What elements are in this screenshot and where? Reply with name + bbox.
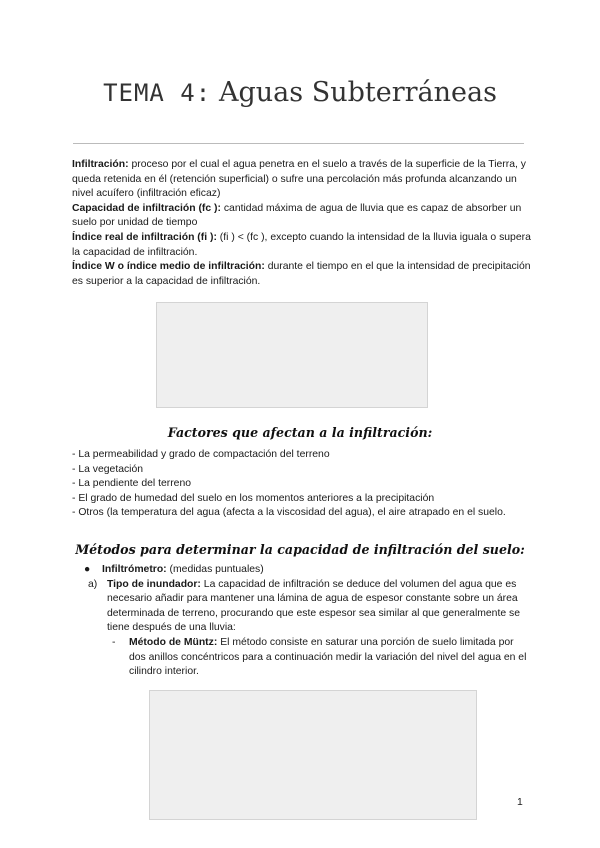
title-prefix: TEMA 4: <box>103 79 212 107</box>
methods-heading: Métodos para determinar la capacidad de infiltración del suelo: <box>75 542 525 557</box>
definition-indice-w <box>72 260 532 289</box>
page-title <box>0 76 600 108</box>
definition-infiltracion <box>72 158 532 202</box>
definition-term: Infiltración: <box>72 159 129 170</box>
list-item: - La pendiente del terreno <box>72 478 192 490</box>
dash-item-text: El método consiste en saturar una porción de suelo limitada por dos anillos concéntricos para a continuación medir la variación del nivel del agua en el cilindro interior. <box>129 636 527 678</box>
list-item: - El grado de humedad del suelo en los momentos anteriores a la precipitación <box>72 492 435 504</box>
definition-term: Índice W o índice medio de infiltración: <box>72 261 265 273</box>
methods-section <box>72 563 532 680</box>
definition-capacidad <box>72 202 532 231</box>
dash-item-term: Método de Müntz: <box>129 636 218 648</box>
factors-list <box>72 448 532 521</box>
image-placeholder-muntz <box>149 690 477 820</box>
dash-marker: - <box>112 636 116 648</box>
image-placeholder-infiltration <box>156 302 428 408</box>
list-item: - Otros (la temperatura del agua (afecta a la viscosidad del agua), el aire atrapado en el suelo. <box>72 507 506 519</box>
definition-text: proceso por el cual el agua penetra en el suelo a través de la superficie de la Tierra, y queda retenida en él (retención superficial) o sufre una percolación más profunda alcanzando un nivel acuífero (infiltración eficaz) <box>72 159 526 200</box>
sub-item-inundador <box>72 578 532 636</box>
definition-term: Índice real de infiltración (fi ): <box>72 231 217 243</box>
sub-item-text: La capacidad de infiltración se deduce del volumen del agua que es necesario añadir para mantener una lámina de agua de espesor constante sobre un área determinada de terreno, procurando que este espesor sea similar al que generalmente se tiene después de una lluvia: <box>107 578 520 634</box>
bullet-term: Infiltrómetro: <box>102 564 167 575</box>
list-item: - La vegetación <box>72 463 144 475</box>
sub-item-term: Tipo de inundador: <box>107 578 201 590</box>
definition-text: cantidad máxima de agua de lluvia que es capaz de absorber un suelo por unidad de tiempo <box>72 202 522 229</box>
bullet-item-infiltrometro <box>72 563 532 578</box>
title-main: Aguas Subterráneas <box>219 77 497 108</box>
title-divider <box>73 143 524 144</box>
dash-item-muntz <box>72 636 532 680</box>
definitions-section <box>72 158 532 289</box>
definition-text: (fi ) < (fc ), excepto cuando la intensidad de la lluvia iguala o supera la capacidad de infiltración. <box>72 231 531 258</box>
page-number: 1 <box>517 797 523 808</box>
list-item: - La permeabilidad y grado de compactación del terreno <box>72 449 330 460</box>
definition-term: Capacidad de infiltración (fc ): <box>72 202 221 214</box>
definition-text: durante el tiempo en el que la intensidad de precipitación es superior a la capacidad de infiltración. <box>72 261 531 287</box>
definition-indice-real <box>72 231 532 260</box>
sub-item-marker: a) <box>88 578 98 590</box>
bullet-text: (medidas puntuales) <box>166 564 264 575</box>
bullet-icon: ● <box>84 564 91 575</box>
factors-heading: Factores que afectan a la infiltración: <box>167 425 433 440</box>
